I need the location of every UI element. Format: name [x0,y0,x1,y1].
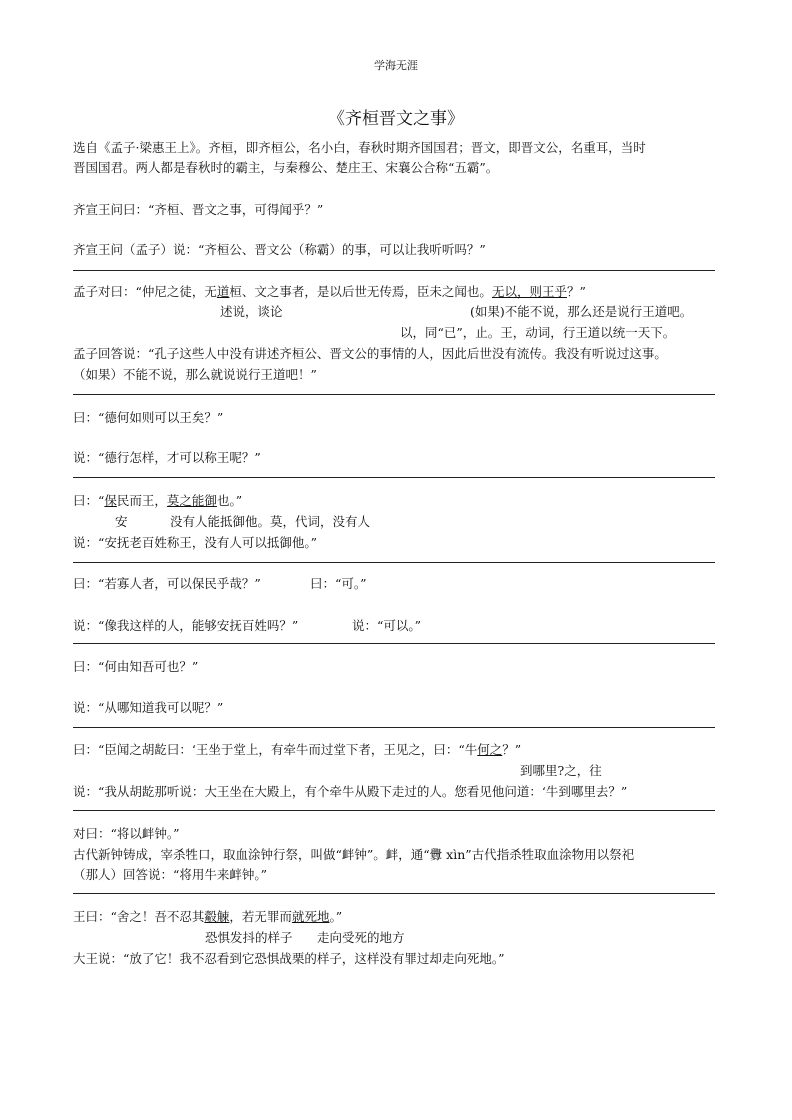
s4-text-e: 也。” [216,493,243,508]
s9-note-b: 走向受死的地方 [317,930,405,945]
s2-translation-2: （如果）不能不说，那么就说说行王道吧！” [73,367,317,382]
s9-text-e: 。” [329,909,343,924]
s3-original: 曰：“德何如则可以王矣？” [73,410,224,425]
divider [73,270,715,271]
s2-text-e: ？” [566,284,586,299]
s2-translation-1: 孟子回答说：“孔子这些人中没有讲述齐桓公、晋文公的事情的人，因此后世没有流传。我没有听说过这事。 [73,346,667,361]
intro-line-2: 晋国国君。两人都是春秋时的霸主，与秦穆公、楚庄王、宋襄公合称“五霸”。 [73,160,499,175]
s9-original [73,909,342,925]
divider [73,810,715,811]
s2-text-c: 桓、文之事者，是以后世无传焉，臣未之闻也。 [229,284,492,299]
s8-translation: （那人）回答说：“将用牛来衅钟。” [73,867,268,882]
s2-keyword-wuyi: 无以，则王乎 [491,284,567,299]
s5-translation-b: 说：“可以。” [352,618,422,633]
s4-text-a: 曰：“ [73,493,105,508]
s9-text-a: 王曰：“舍之！吾不忍其 [73,909,205,924]
s2-note-dao: 述说，谈论 [220,304,283,319]
s5-original-a: 曰：“若寡人者，可以保民乎哉？” [73,576,261,591]
s4-text-c: 民而王， [116,493,167,508]
s2-note-wuyi-2: 以，同“已”，止。王，动词，行王道以统一天下。 [400,325,676,340]
s4-keyword-mozhinengyu: 莫之能御 [166,493,217,508]
s4-original [73,493,242,509]
s6-original: 曰：“何由知吾可也？” [73,659,199,674]
s2-note-wuyi-1: (如果)不能不说，那么还是说行王道吧。 [470,304,693,319]
s7-translation: 说：“我从胡龁那听说：大王坐在大殿上，有个牵牛从殿下走过的人。您看见他问道：‘牛到哪里去？” [73,784,628,799]
s9-note-a: 恐惧发抖的样子 [205,930,293,945]
s4-note-mo: 没有人能抵御他。莫，代词，没有人 [170,514,371,529]
s4-translation: 说：“安抚老百姓称王，没有人可以抵御他。” [73,535,318,550]
s2-text-a: 孟子对曰：“仲尼之徒，无 [73,284,217,299]
s2-original [73,284,586,300]
s9-text-c: ，若无罪而 [229,909,292,924]
divider [73,893,715,894]
divider [73,562,715,563]
s1-original: 齐宣王问曰：“齐桓、晋文之事，可得闻乎？” [73,202,324,217]
page-title: 《齐桓晋文之事》 [328,109,464,129]
s1-translation: 齐宣王问（孟子）说：“齐桓公、晋文公（称霸）的事，可以让我听听吗？” [73,242,486,257]
s7-keyword-hezhi: 何之 [477,742,503,757]
s4-note-bao: 安 [115,514,128,529]
divider [73,394,715,395]
s9-keyword-jiusidi: 就死地 [291,909,330,924]
s2-keyword-dao: 道 [216,284,230,299]
s8-original: 对曰：“将以衅钟。” [73,826,180,841]
s7-text-a: 曰：“臣闻之胡龁曰：‘王坐于堂上，有牵牛而过堂下者，王见之，曰：“牛 [73,742,478,757]
divider [73,727,715,728]
s3-translation: 说：“德行怎样，才可以称王呢？” [73,450,261,465]
s7-text-c: ？” [502,742,522,757]
s7-note: 到哪里?之，往 [520,763,602,778]
s8-note: 古代新钟铸成，宰杀牲口，取血涂钟行祭，叫做“衅钟”。衅，通“釁 xìn”古代指杀牲取血涂物用以祭祀 [73,847,635,862]
divider [73,477,715,478]
page-header: 学海无涯 [374,59,418,72]
s5-original-b: 曰：“可。” [310,576,367,591]
s9-keyword-husu: 觳觫 [204,909,230,924]
intro-line-1: 选自《孟子·梁惠王上》。齐桓，即齐桓公，名小白，春秋时期齐国国君；晋文，即晋文公，名重耳，当时 [73,140,646,155]
s6-translation: 说：“从哪知道我可以呢？” [73,700,224,715]
s5-translation-a: 说：“像我这样的人，能够安抚百姓吗？” [73,618,299,633]
s4-keyword-bao: 保 [104,493,117,508]
divider [73,643,715,644]
s9-translation: 大王说：“放了它！我不忍看到它恐惧战栗的样子，这样没有罪过却走向死地。” [73,951,505,966]
s7-original [73,742,521,758]
